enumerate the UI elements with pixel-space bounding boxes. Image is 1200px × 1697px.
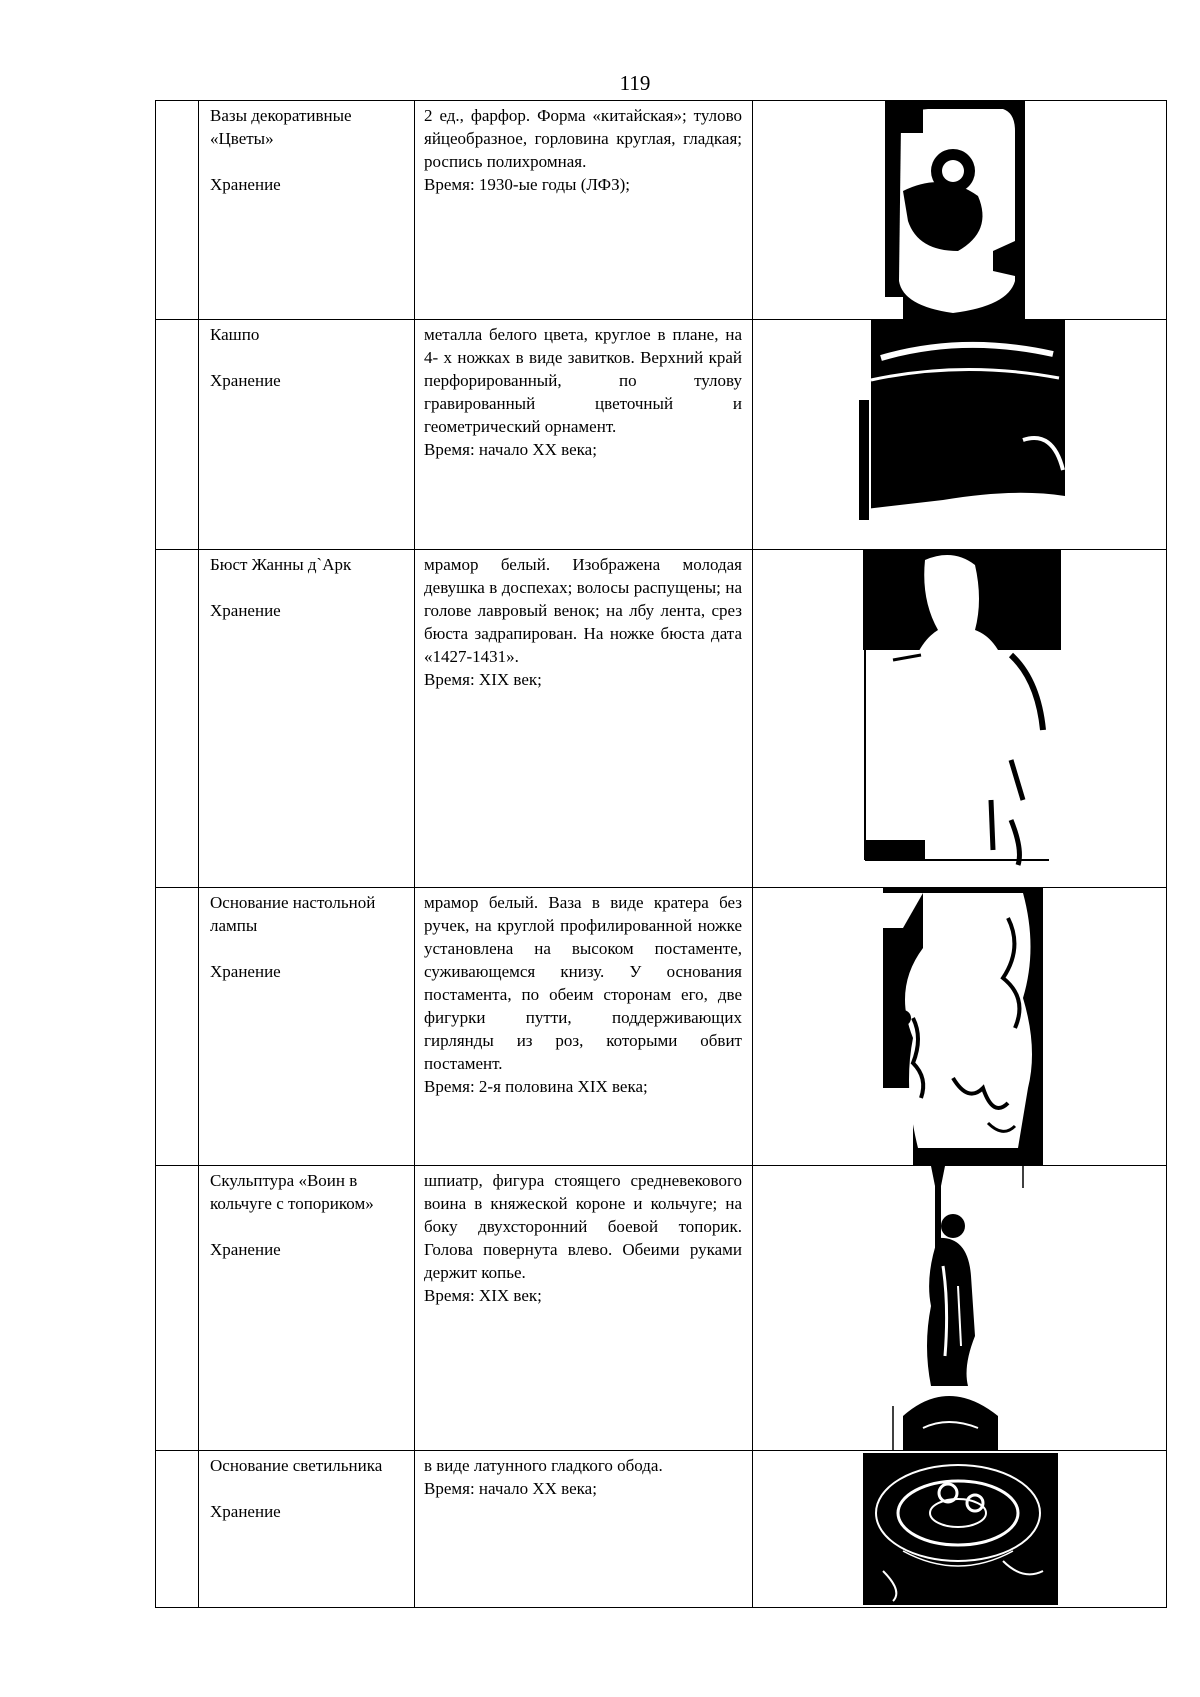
item-description-cell (415, 888, 753, 1166)
item-description-cell (415, 1451, 753, 1608)
storage-label: Хранение (210, 601, 281, 620)
table-row (156, 320, 1167, 550)
item-photo-cell (753, 320, 1167, 550)
item-description: шпиатр, фигура стоящего средневекового воина в княжеской короне и кольчуге; на боку двухсторонний боевой топорик. Голова повернута влево. Обеими руками держит копье. (424, 1171, 742, 1282)
item-period: Время: начало XX века; (424, 1479, 597, 1498)
warrior-sculpture-photo (753, 1166, 1166, 1450)
item-name-cell (199, 320, 415, 550)
row-number-cell (156, 550, 199, 888)
table-row (156, 550, 1167, 888)
item-description-cell (415, 320, 753, 550)
storage-label: Хранение (210, 1240, 281, 1259)
item-description: металла белого цвета, круглое в плане, на 4- х ножках в виде завитков. Верхний край перфорированный, по тулову гравированный цветочный и геометрический орнамент. (424, 325, 742, 436)
row-number-cell (156, 888, 199, 1166)
item-description: мрамор белый. Ваза в виде кратера без ручек, на круглой профилированной ножке установлена на высоком постаменте, суживающемся книзу. У основания постамента, по обеим сторонам его, две фигурки путти, поддерживающих гирлянды из роз, которыми обвит постамент. (424, 893, 742, 1073)
item-name: Основание настольной лампы (210, 893, 376, 935)
item-period: Время: XIX век; (424, 1286, 542, 1305)
item-period: Время: 1930-ые годы (ЛФЗ); (424, 175, 630, 194)
bust-photo (753, 550, 1166, 887)
item-description-cell (415, 1166, 753, 1451)
item-name: Вазы декоративные «Цветы» (210, 106, 352, 148)
item-photo-cell (753, 888, 1167, 1166)
item-name-cell (199, 888, 415, 1166)
item-photo-cell (753, 101, 1167, 320)
item-name: Скульптура «Воин в кольчуге с топориком» (210, 1171, 374, 1213)
row-number-cell (156, 1451, 199, 1608)
item-name: Кашпо (210, 325, 260, 344)
table-row (156, 101, 1167, 320)
item-period: Время: 2-я половина XIX века; (424, 1077, 648, 1096)
item-name: Основание светильника (210, 1456, 383, 1475)
lamp-base-photo (753, 888, 1166, 1165)
item-description: в виде латунного гладкого обода. (424, 1456, 663, 1475)
inventory-table (155, 100, 1167, 1608)
table-row (156, 888, 1167, 1166)
item-description: 2 ед., фарфор. Форма «китайская»; тулово яйцеобразное, горловина круглая, гладкая; роспись полихромная. (424, 106, 742, 171)
item-period: Время: начало XX века; (424, 440, 597, 459)
storage-label: Хранение (210, 175, 281, 194)
item-photo-cell (753, 1451, 1167, 1608)
row-number-cell (156, 320, 199, 550)
row-number-cell (156, 1166, 199, 1451)
item-description-cell (415, 550, 753, 888)
lamp-fixture-photo (753, 1451, 1166, 1607)
table-row (156, 1166, 1167, 1451)
storage-label: Хранение (210, 962, 281, 981)
item-name-cell (199, 550, 415, 888)
item-photo-cell (753, 550, 1167, 888)
storage-label: Хранение (210, 1502, 281, 1521)
item-period: Время: XIX век; (424, 670, 542, 689)
vase-photo (753, 101, 1166, 319)
item-name-cell (199, 1451, 415, 1608)
table-row (156, 1451, 1167, 1608)
item-name: Бюст Жанны д`Арк (210, 555, 352, 574)
item-name-cell (199, 1166, 415, 1451)
item-name-cell (199, 101, 415, 320)
row-number-cell (156, 101, 199, 320)
item-description-cell (415, 101, 753, 320)
page-number: 119 (619, 71, 651, 95)
item-description: мрамор белый. Изображена молодая девушка в доспехах; волосы распущены; на голове лавровый венок; на лбу лента, срез бюста задрапирован. На ножке бюста дата «1427-1431». (424, 555, 742, 666)
planter-photo (753, 320, 1166, 549)
storage-label: Хранение (210, 371, 281, 390)
item-photo-cell (753, 1166, 1167, 1451)
